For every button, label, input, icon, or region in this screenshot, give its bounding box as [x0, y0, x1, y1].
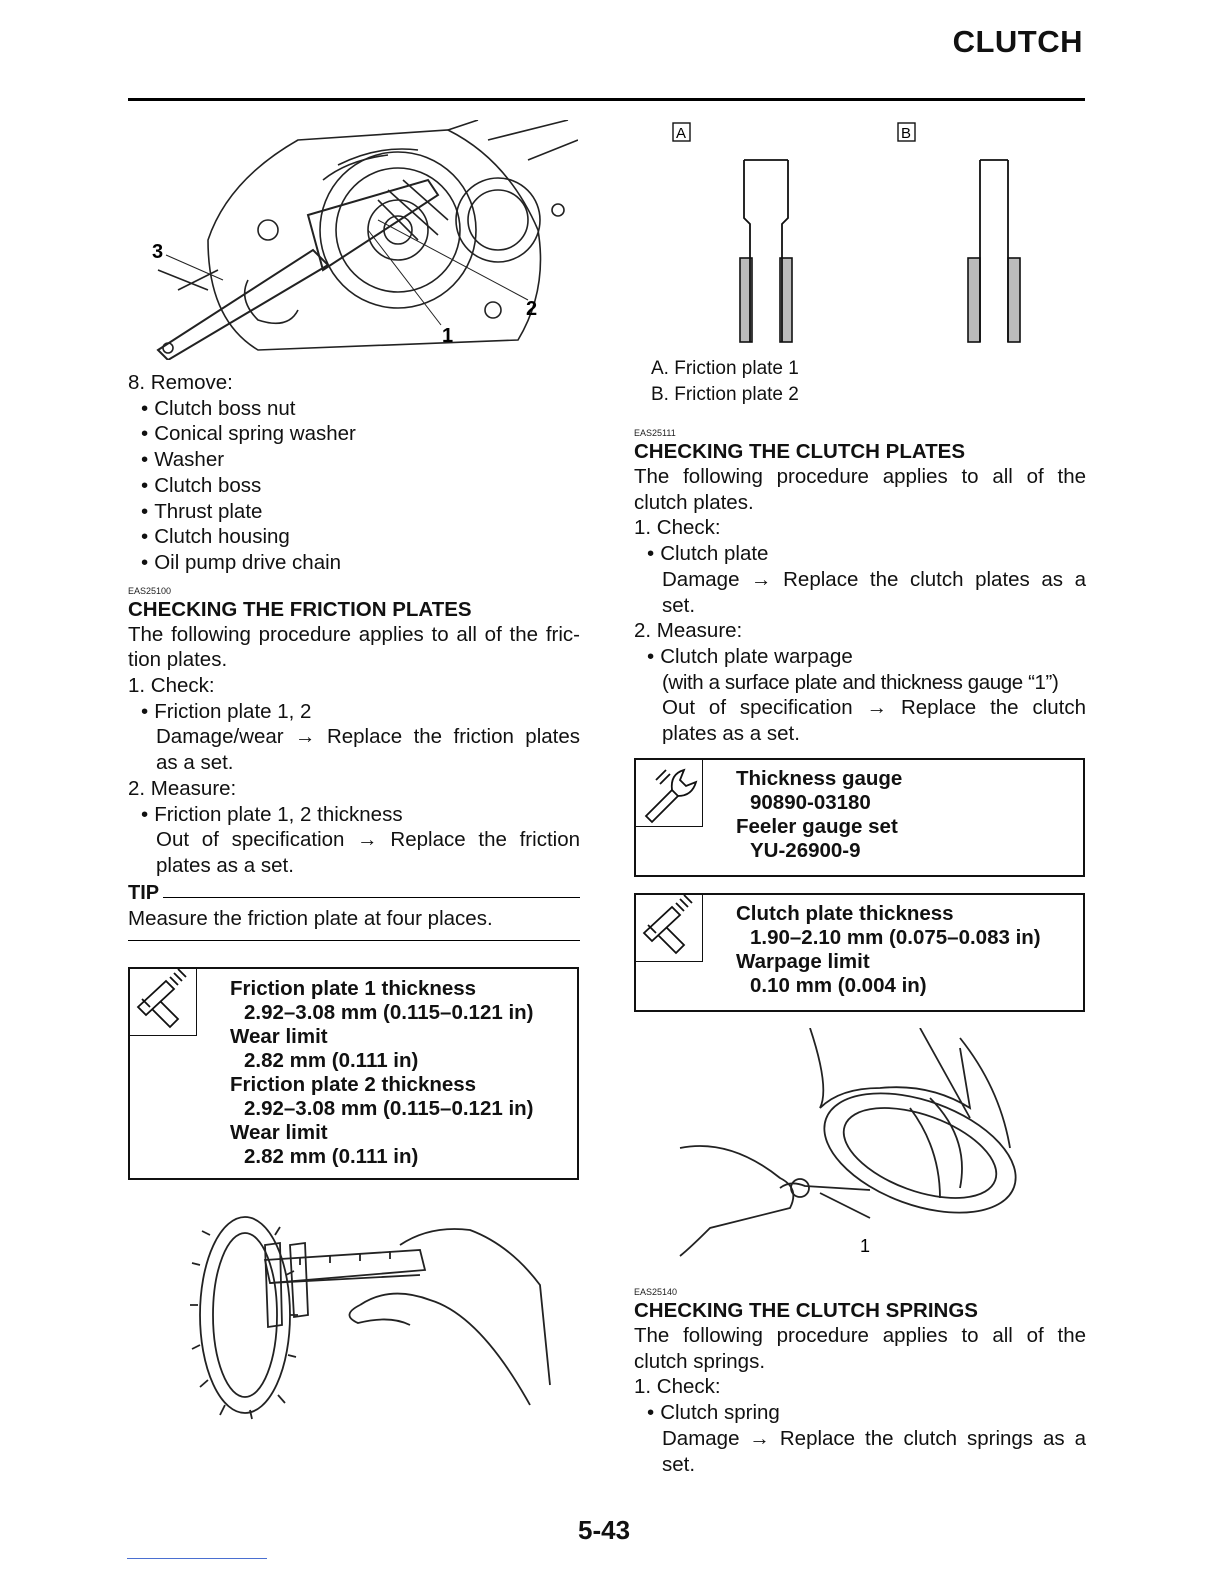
step-2-label: 2. Measure:	[128, 776, 237, 800]
list-item: • Thrust plate	[128, 499, 580, 525]
step-1-text: Damage → Replace the clutch springs as a	[662, 1426, 1086, 1450]
tool-label: Feeler gauge set	[736, 815, 898, 838]
spec-value: 2.82 mm (0.111 in)	[244, 1049, 419, 1072]
tool-value: YU-26900-9	[750, 839, 861, 862]
step-2-text: plates as a set.	[662, 722, 800, 746]
list-item: • Clutch housing	[128, 524, 580, 550]
tip-rule	[163, 897, 580, 898]
list-item: • Clutch boss	[128, 473, 580, 499]
step-1-text: Damage → Replace the clutch plates as a	[662, 567, 1086, 591]
spec-label: Friction plate 1 thickness	[230, 977, 477, 1000]
spec-label: Wear limit	[230, 1025, 328, 1048]
intro-line: clutch plates.	[634, 490, 754, 514]
section-title-friction-plates: CHECKING THE FRICTION PLATES	[128, 597, 472, 621]
callout-1: 1	[860, 1236, 871, 1256]
right-column-clutch-springs	[634, 1277, 1086, 1477]
callout-1: 1	[442, 325, 454, 347]
spec-value: 0.10 mm (0.004 in)	[750, 974, 927, 997]
section-code: EAS25111	[634, 428, 676, 438]
caliper-measuring-illustration	[190, 1205, 560, 1420]
label-b: B	[901, 125, 912, 142]
step-1-text: set.	[662, 1452, 696, 1476]
page-header-title: CLUTCH	[952, 24, 1083, 59]
spec-value: 1.90–2.10 mm (0.075–0.083 in)	[750, 926, 1041, 949]
section-title-clutch-plates: CHECKING THE CLUTCH PLATES	[634, 440, 966, 463]
tip-end-rule	[128, 940, 580, 941]
tip-text: Measure the friction plate at four places.	[128, 907, 493, 931]
tool-spec-box	[634, 758, 1085, 877]
figure-caption	[651, 356, 799, 408]
step-1-label: 1. Check:	[634, 1375, 721, 1399]
spec-value: 2.82 mm (0.111 in)	[244, 1145, 419, 1168]
tool-label: Thickness gauge	[736, 767, 903, 790]
warpage-check-illustration	[670, 1028, 1030, 1263]
label-a: A	[676, 125, 687, 142]
section-code: EAS25100	[128, 585, 172, 596]
intro-line: The following procedure applies to all of the fric-	[128, 622, 580, 646]
intro-line: The following procedure applies to all of the	[634, 1324, 1086, 1347]
list-item: • Conical spring washer	[128, 421, 580, 447]
callout-2: 2	[526, 298, 538, 320]
spec-value: 2.92–3.08 mm (0.115–0.121 in)	[244, 1097, 534, 1120]
step-1-label: 1. Check:	[128, 674, 215, 698]
spec-value: 2.92–3.08 mm (0.115–0.121 in)	[244, 1001, 534, 1024]
spec-label: Warpage limit	[736, 950, 870, 973]
intro-line: clutch springs.	[634, 1349, 766, 1373]
step-2-text: Out of specification → Replace the clutch	[662, 696, 1086, 720]
section-title-clutch-springs: CHECKING THE CLUTCH SPRINGS	[634, 1299, 978, 1322]
list-item: • Washer	[128, 447, 580, 473]
spec-label: Friction plate 2 thickness	[230, 1073, 477, 1096]
caliper-icon	[130, 969, 197, 1036]
step-1-text: as a set.	[156, 751, 234, 775]
step-2-label: 2. Measure:	[634, 619, 743, 643]
step-1-item: • Friction plate 1, 2	[128, 699, 580, 725]
spec-label: Wear limit	[230, 1121, 328, 1144]
header-rule	[128, 98, 1085, 101]
wrench-tool-icon	[636, 760, 703, 827]
intro-line: The following procedure applies to all of the	[634, 465, 1086, 488]
step-2-text: (with a surface plate and thickness gauge “1”)	[662, 670, 1059, 694]
step-2-text: plates as a set.	[156, 853, 294, 877]
step-1-item: • Clutch plate	[634, 541, 1086, 567]
tool-value: 90890-03180	[750, 791, 871, 814]
caliper-icon	[636, 895, 703, 962]
step-1-text: set.	[662, 593, 696, 617]
tip-header	[128, 881, 580, 907]
caption-b: B. Friction plate 2	[651, 384, 799, 405]
friction-plate-profile-diagram	[670, 120, 1030, 350]
list-item: • Clutch boss nut	[128, 396, 580, 422]
clutch-boss-removal-illustration	[148, 120, 578, 360]
step-1-text: Damage/wear → Replace the friction plates	[156, 725, 580, 749]
step-1-label: 1. Check:	[634, 516, 721, 540]
intro-line: tion plates.	[128, 648, 228, 672]
friction-plate-spec-box	[128, 967, 579, 1180]
tip-label: TIP	[128, 881, 160, 904]
spec-label: Clutch plate thickness	[736, 902, 954, 925]
step-1-item: • Clutch spring	[634, 1400, 1086, 1426]
callout-3: 3	[152, 241, 164, 263]
section-code: EAS25140	[634, 1287, 678, 1297]
step-2-item: • Friction plate 1, 2 thickness	[128, 802, 580, 828]
step-2-item: • Clutch plate warpage	[634, 644, 1086, 670]
page-number: 5-43	[578, 1515, 631, 1545]
list-item: • Oil pump drive chain	[128, 550, 580, 576]
step-8-label: 8. Remove:	[128, 371, 233, 394]
left-column	[128, 370, 580, 941]
clutch-plate-spec-box	[634, 893, 1085, 1012]
step-2-text: Out of specification → Replace the friction	[156, 828, 580, 852]
caption-a: A. Friction plate 1	[651, 358, 799, 379]
footer-link-rule	[127, 1558, 267, 1559]
right-column-clutch-plates	[634, 418, 1086, 747]
